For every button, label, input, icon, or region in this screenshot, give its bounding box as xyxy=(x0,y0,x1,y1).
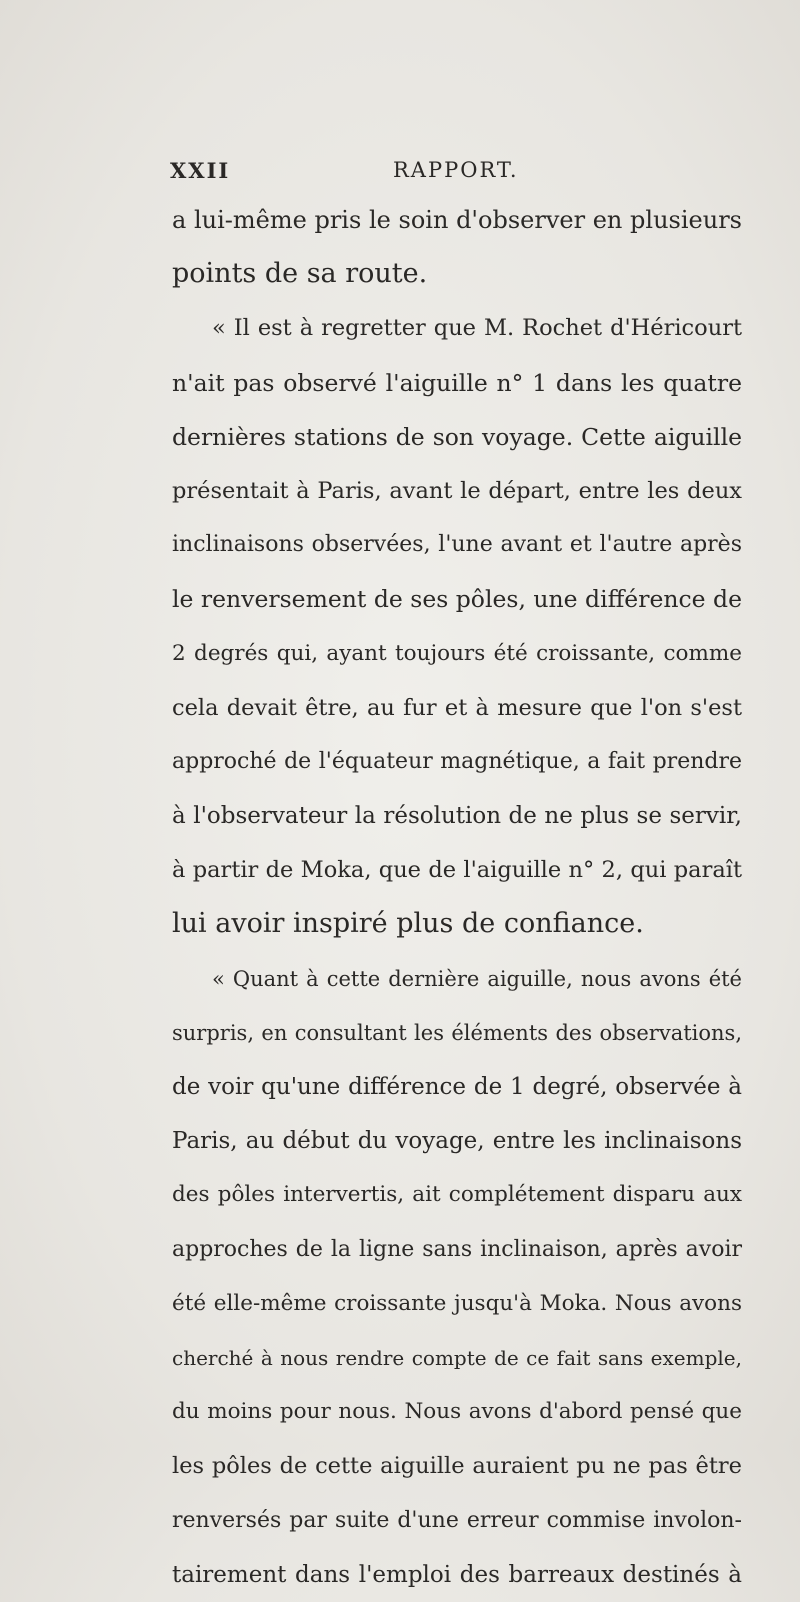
text-line: de voir qu'une différence de 1 degré, observée à xyxy=(172,1074,742,1100)
text-line: le renversement de ses pôles, une différence de xyxy=(172,585,742,614)
text-line: tairement dans l'emploi des barreaux destinés à xyxy=(172,1561,742,1588)
text-line: dernières stations de son voyage. Cette aiguille xyxy=(172,422,742,451)
text-line: a lui-même pris le soin d'observer en plusieurs xyxy=(172,206,742,234)
text-line: lui avoir inspiré plus de confiance. xyxy=(172,908,644,940)
text-line: du moins pour nous. Nous avons d'abord pensé que xyxy=(172,1399,742,1425)
text-line: « Quant à cette dernière aiguille, nous avons été xyxy=(212,966,742,991)
text-line: cherché à nous rendre compte de ce fait sans exemple, xyxy=(172,1345,742,1370)
text-line: les pôles de cette aiguille auraient pu ne pas être xyxy=(172,1453,742,1480)
text-line: des pôles intervertis, ait complétement disparu aux xyxy=(172,1182,742,1208)
running-title: RAPPORT. xyxy=(393,158,519,182)
text-line: inclinaisons observées, l'une avant et l'autre après xyxy=(172,532,742,558)
text-line: été elle-même croissante jusqu'à Moka. Nous avons xyxy=(172,1290,742,1316)
text-line: renversés par suite d'une erreur commise involon- xyxy=(172,1507,742,1533)
text-line: à partir de Moka, que de l'aiguille n° 2, qui paraît xyxy=(172,857,742,884)
text-line: 2 degrés qui, ayant toujours été croissante, comme xyxy=(172,640,742,666)
text-line: n'ait pas observé l'aiguille n° 1 dans les quatre xyxy=(172,368,742,397)
text-line: « Il est à regretter que M. Rochet d'Héricourt xyxy=(212,315,742,342)
body-text xyxy=(172,193,742,1602)
text-line: points de sa route. xyxy=(172,258,428,290)
text-line: à l'observateur la résolution de ne plus se servir, xyxy=(172,803,742,830)
text-line: approché de l'équateur magnétique, a fait prendre xyxy=(172,748,742,774)
text-line: cela devait être, au fur et à mesure que l'on s'est xyxy=(172,694,742,721)
text-line: surpris, en consultant les éléments des observations, xyxy=(172,1020,742,1045)
text-line: présentait à Paris, avant le départ, entre les deux xyxy=(172,477,742,504)
text-line: Paris, au début du voyage, entre les inclinaisons xyxy=(172,1128,742,1155)
text-line: approches de la ligne sans inclinaison, après avoir xyxy=(172,1236,742,1262)
running-head xyxy=(170,158,730,192)
page-number: XXII xyxy=(170,158,231,183)
